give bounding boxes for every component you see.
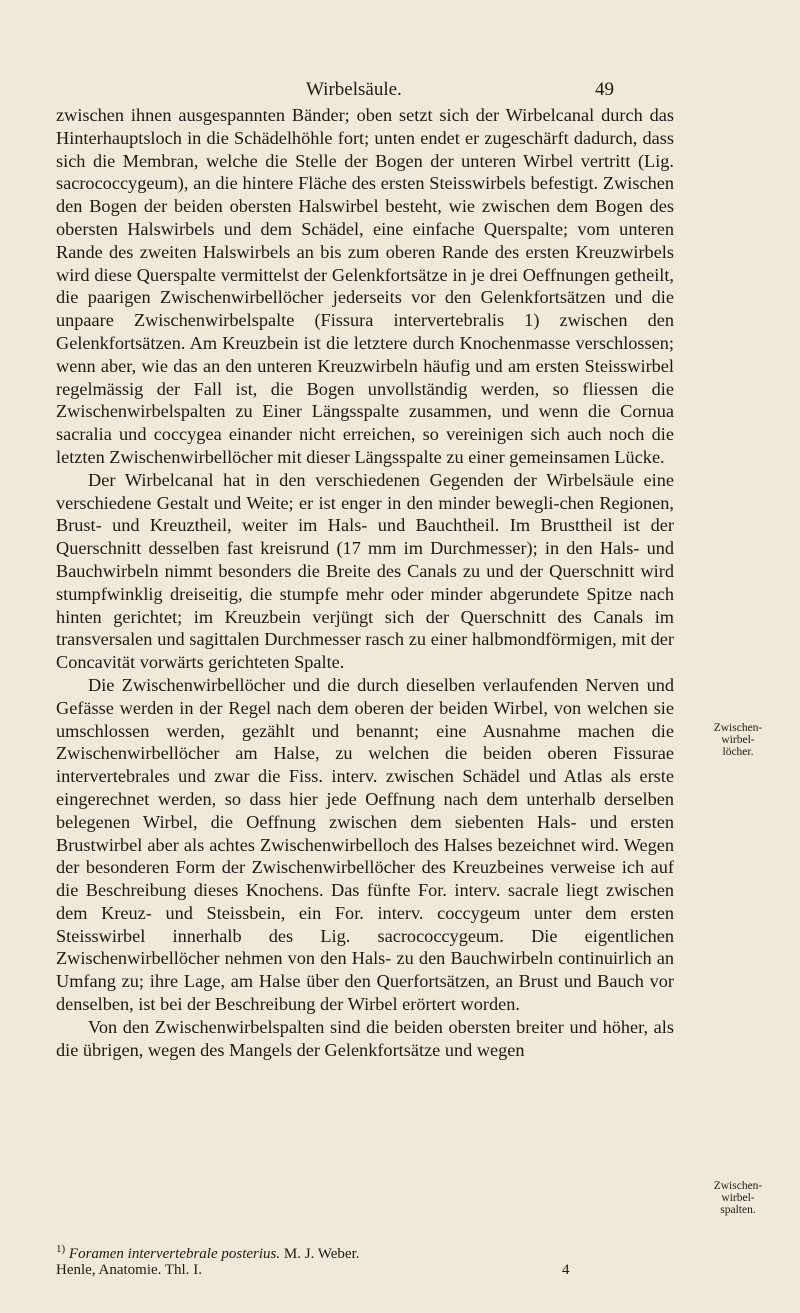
margin-note-line: wirbel- <box>721 734 755 746</box>
margin-note <box>678 722 798 758</box>
paragraph: Der Wirbelcanal hat in den verschiedenen Gegenden der Wirbelsäule eine verschiedene Gestalt und Weite; er ist enger in den minder bewegli-chen Regionen, Brust- und Kreuztheil, weiter im Hals- und Bauchtheil. Im Brusttheil ist der Querschnitt desselben fast kreisrund (17 mm im Durchmesser); in den Hals- und Bauchwirbeln nimmt besonders die Breite des Canals zu und der Querschnitt wird stumpfwinklig dreiseitig, die stumpfe mehr oder minder abgerundete Spitze nach hinten gerichtet; im Kreuzbein verjüngt sich der Querschnitt des Canals im transversalen und sagittalen Durchmesser rasch zu einer halbmondförmigen, mit der Concavität vorwärts gerichteten Spalte. <box>56 469 674 673</box>
footnote-mark: 1) <box>56 1243 66 1255</box>
margin-note <box>678 1180 798 1216</box>
paragraph: Von den Zwischenwirbelspalten sind die beiden obersten breiter und höher, als die übrigen, wegen des Mangels der Gelenkfortsätze und wegen <box>56 1016 674 1060</box>
footnote-author: M. J. Weber. <box>283 1246 360 1262</box>
sheet-number: 4 <box>562 1262 570 1278</box>
page-number: 49 <box>595 79 614 100</box>
margin-note-line: Zwischen- <box>713 1180 763 1192</box>
footnote <box>56 1238 674 1265</box>
footnote-text: Foramen intervertebrale posterius. <box>68 1246 281 1262</box>
margin-note-line: Zwischen- <box>713 722 763 734</box>
page-footer <box>56 1262 674 1279</box>
body-text <box>56 104 674 1061</box>
running-title: Wirbelsäule. <box>306 79 402 100</box>
paragraph: zwischen ihnen ausgespannten Bänder; oben setzt sich der Wirbelcanal durch das Hinterhauptsloch in die Schädelhöhle fort; unten endet er zugeschärft dadurch, dass sich die Membran, welche die Stelle der Bogen der unteren Wirbel vertritt (Lig. sacrococcygeum), an die hintere Fläche des ersten Steisswirbels befestigt. Zwischen den Bogen der beiden obersten Halswirbel besteht, wie zwischen dem Bogen des obersten Halswirbels und dem Schädel, eine einfache Querspalte; vom unteren Rande des zweiten Halswirbels an bis zum oberen Rande des ersten Kreuzwirbels wird diese Querspalte vermittelst der Gelenkfortsätze in je drei Oeffnungen getheilt, die paarigen Zwischenwirbellöcher jederseits vor den Gelenkfortsätzen und die unpaare Zwischenwirbelspalte (Fissura intervertebralis 1) zwischen den Gelenkfortsätzen. Am Kreuzbein ist die letztere durch Knochenmasse verschlossen; wenn aber, wie das an den unteren Kreuzwirbeln häufig und am ersten Steisswirbel regelmässig der Fall ist, die Bogen unvollständig werden, so fliessen die Zwischenwirbelspalten zu Einer Längsspalte zusammen, und wenn die Cornua sacralia und coccygea einander nicht erreichen, so vereinigen sich auch noch die letzten Zwischenwirbellöcher mit dieser Längsspalte zu einer gemeinsamen Lücke. <box>56 105 674 467</box>
margin-note-line: spalten. <box>720 1204 756 1216</box>
signature-line: Henle, Anatomie. Thl. I. <box>56 1262 202 1278</box>
margin-note-line: wirbel- <box>721 1192 755 1204</box>
margin-note-line: löcher. <box>722 746 754 758</box>
paragraph: Die Zwischenwirbellöcher und die durch dieselben verlaufenden Nerven und Gefässe werden in der Regel nach dem oberen der beiden Wirbel, von welchen sie umschlossen werden, gezählt und benannt; eine Ausnahme machen die Zwischenwirbellöcher am Halse, zu welchen die beiden oberen Fissurae intervertebrales und zwar die Fiss. interv. zwischen Schädel und Atlas als erste eingerechnet werden, so dass hier jede Oeffnung nach dem unterhalb derselben belegenen Wirbel, die Oeffnung zwischen dem siebenten Hals- und ersten Brustwirbel aber als achtes Zwischenwirbelloch des Halses bezeichnet wird. Wegen der besonderen Form der Zwischenwirbellöcher des Kreuzbeines verweise ich auf die Beschreibung dieses Knochens. Das fünfte For. interv. sacrale liegt zwischen dem Kreuz- und Steissbein, ein For. interv. coccygeum unter dem ersten Steisswirbel innerhalb des Lig. sacrococcygeum. Die eigentlichen Zwischenwirbellöcher nehmen von den Hals- zu den Bauchwirbeln continuirlich an Umfang zu; ihre Lage, am Halse über den Querfortsätzen, an Brust und Bauch vor denselben, ist bei der Beschreibung der Wirbel erörtert worden. <box>56 674 674 1015</box>
running-header <box>0 79 800 103</box>
